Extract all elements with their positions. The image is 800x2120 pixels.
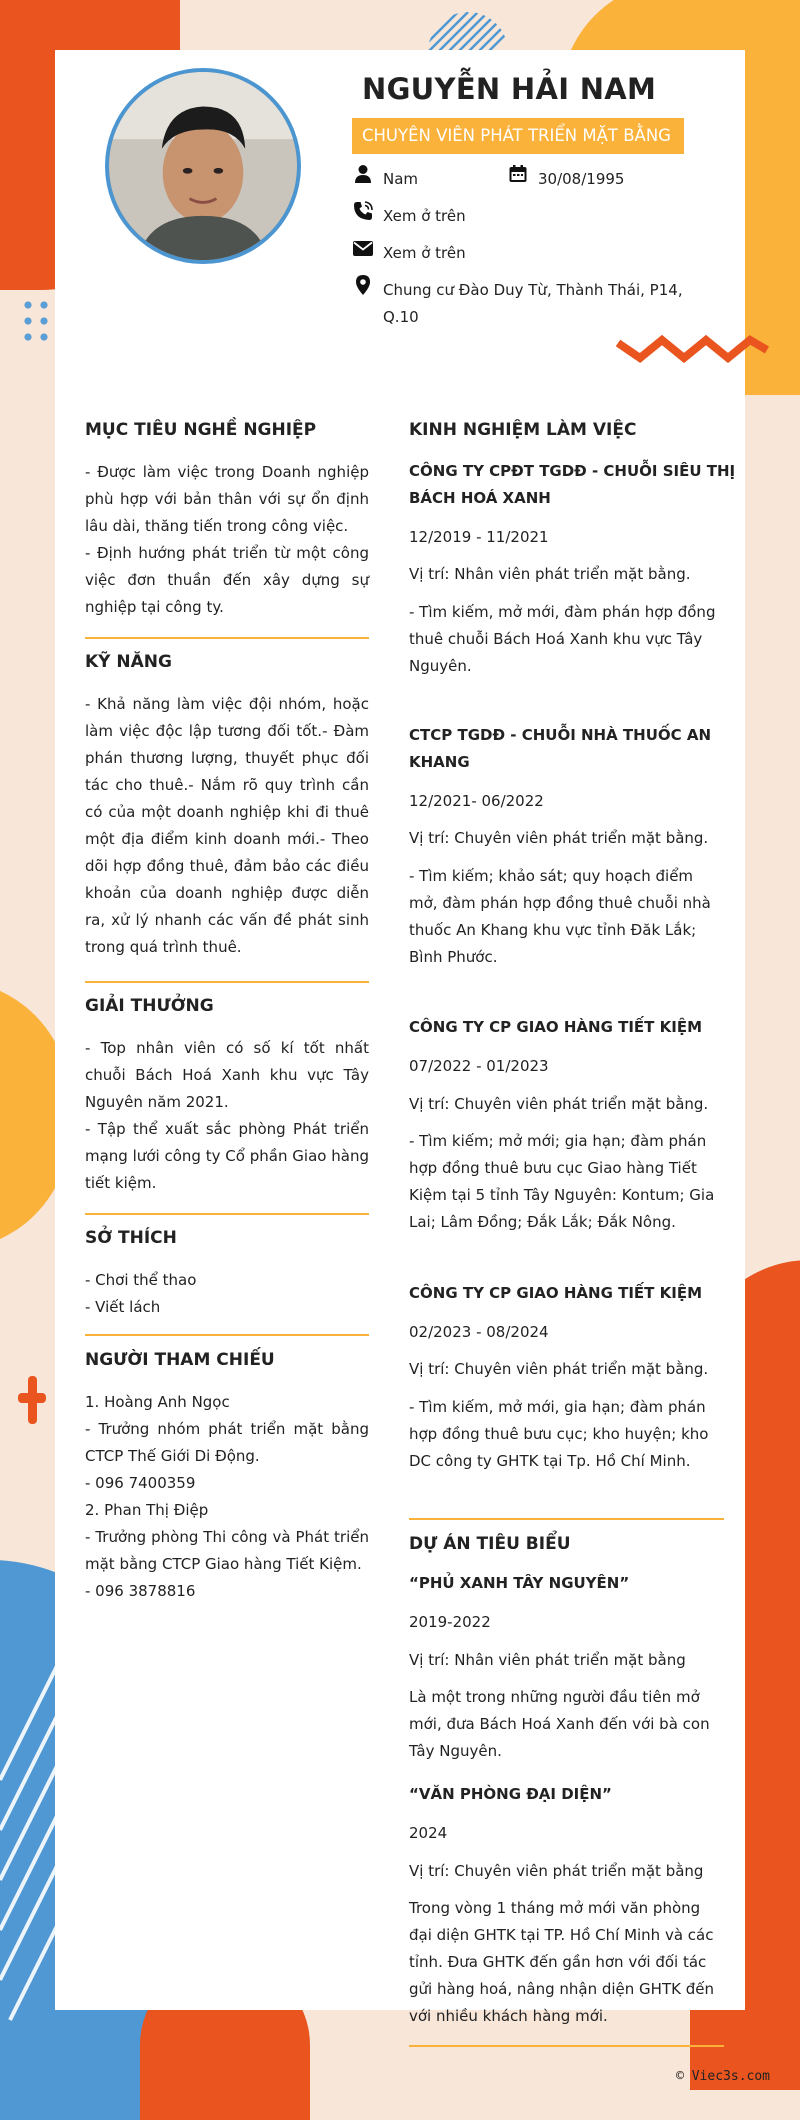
candidate-name: NGUYỄN HẢI NAM [362,72,657,106]
experience-desc: hợp đồng thuê bưu cục Giao hàng Tiết [409,1159,697,1177]
project-position: Vị trí: Chuyên viên phát triển mặt bằng [409,1862,704,1880]
references-title: NGƯỜI THAM CHIẾU [85,1350,275,1370]
experience-desc: thuê chuỗi Bách Hoá Xanh khu vực Tây [409,630,703,648]
experience-position: Vị trí: Nhân viên phát triển mặt bằng. [409,565,691,583]
address-line-2: Q.10 [383,308,419,326]
project-desc: Là một trong những người đầu tiên mở [409,1688,700,1706]
company-name: CÔNG TY CP GIAO HÀNG TIẾT KIỆM [409,1284,703,1302]
awards-title: GIẢI THƯỞNG [85,996,214,1016]
skills-text: - Khả năng làm việc đội nhóm, hoặc làm việc độc lập tương đối tốt.- Đàm phán thương lượng, thuyết phục đối tác cho thuê.- Nắm rõ quy trình cần có của một doanh nghiệp khi đi thuê một địa điểm kinh doanh mới.- Theo dõi hợp đồng thuê, đảm bảo các điều khoản của doanh nghiệp được diễn ra, xử lý nhanh các vấn đề phát sinh trong quá trình thuê. [85,695,369,956]
company-name-cont: KHANG [409,753,470,771]
awards-section [85,996,369,1197]
decor-plus [18,1376,46,1424]
hobbies-title: SỞ THÍCH [85,1228,177,1248]
divider [85,637,369,639]
experience-period: 12/2021- 06/2022 [409,792,544,810]
experience-desc: - Tìm kiếm, mở mới, gia hạn; đàm phán [409,1398,706,1416]
divider [85,981,369,983]
awards-text: - Top nhân viên có số kí tốt nhất chuỗi Bách Hoá Xanh khu vực Tây Nguyên năm 2021. - Tập thể xuất sắc phòng Phát triển mạng lưới công ty Cổ phần Giao hàng tiết kiệm. [85,1039,369,1192]
experience-desc: Nguyên. [409,657,472,675]
experience-title: KINH NGHIỆM LÀM VIỆC [409,420,637,440]
divider [409,1518,724,1520]
project-desc: mới, đưa Bách Hoá Xanh đến với bà con [409,1715,710,1733]
experience-period: 07/2022 - 01/2023 [409,1057,549,1075]
objective-section [85,420,369,621]
phone-row [353,201,633,229]
decor-stripes-top [428,12,508,52]
project-period: 2024 [409,1824,448,1842]
objective-title: MỤC TIÊU NGHỀ NGHIỆP [85,420,317,440]
project-name: “PHỦ XANH TÂY NGUYÊN” [409,1574,630,1592]
experience-position: Vị trí: Chuyên viên phát triển mặt bằng. [409,1360,709,1378]
address-value [383,277,683,331]
email-row [353,238,633,266]
decor-zigzag [615,330,770,366]
experience-period: 02/2023 - 08/2024 [409,1323,549,1341]
project-desc: đại diện GHTK tại TP. Hồ Chí Minh và các [409,1926,714,1944]
projects-title: DỰ ÁN TIÊU BIỂU [409,1534,571,1554]
company-name: CÔNG TY CP GIAO HÀNG TIẾT KIỆM [409,1018,703,1036]
experience-desc: thuốc An Khang khu vực tỉnh Đăk Lắk; [409,921,697,939]
phone-icon [353,201,373,221]
birthdate-row [508,164,688,192]
person-icon [353,164,373,184]
hobbies-text: - Chơi thể thao - Viết lách [85,1271,197,1316]
experience-desc: - Tìm kiếm; khảo sát; quy hoạch điểm [409,867,694,885]
experience-desc: Lai; Lâm Đồng; Đắk Lắk; Đắk Nông. [409,1213,676,1231]
gender-value: Nam [383,170,419,188]
project-period: 2019-2022 [409,1613,491,1631]
experience-desc: - Tìm kiếm, mở mới, đàm phán hợp đồng [409,603,716,621]
watermark: © Viec3s.com [676,2069,770,2084]
project-desc: Tây Nguyên. [409,1742,502,1760]
objective-text: - Được làm việc trong Doanh nghiệp phù hợp với bản thân với sự ổn định lâu dài, thăng tiến trong công việc. - Định hướng phát triển từ một công việc đơn thuần đến xây dựng sự nghiệp tại công ty. [85,463,369,616]
calendar-icon [508,164,528,184]
experience-period: 12/2019 - 11/2021 [409,528,549,546]
address-line-1: Chung cư Đào Duy Từ, Thành Thái, P14, [383,281,683,299]
phone-value: Xem ở trên [383,207,466,225]
project-desc: Trong vòng 1 tháng mở mới văn phòng [409,1899,701,1917]
divider [409,2045,724,2047]
envelope-icon [353,238,373,258]
experience-position: Vị trí: Chuyên viên phát triển mặt bằng. [409,1095,709,1113]
divider [85,1213,369,1215]
experience-position: Vị trí: Chuyên viên phát triển mặt bằng. [409,829,709,847]
company-name: CÔNG TY CPĐT TGDĐ - CHUỖI SIÊU THỊ [409,462,736,480]
divider [85,1334,369,1336]
job-title-badge: CHUYÊN VIÊN PHÁT TRIỂN MẶT BẰNG [352,118,684,154]
skills-title: KỸ NĂNG [85,652,172,672]
experience-desc: mở, đàm phán hợp đồng thuê chuỗi nhà [409,894,711,912]
email-value: Xem ở trên [383,244,466,262]
experience-desc: Kiệm tại 5 tỉnh Tây Nguyên: Kontum; Gia [409,1186,715,1204]
references-text: 1. Hoàng Anh Ngọc - Trưởng nhóm phát triển mặt bằng CTCP Thế Giới Di Động. - 096 7400359 2. Phan Thị Điệp - Trưởng phòng Thi công và Phát triển mặt bằng CTCP Giao hàng Tiết Kiệm. - 096 3878816 [85,1393,369,1600]
location-pin-icon [353,275,373,295]
project-name: “VĂN PHÒNG ĐẠI DIỆN” [409,1785,612,1803]
company-name-cont: BÁCH HOÁ XANH [409,489,551,507]
project-desc: gửi hàng hoá, nâng nhận diện GHTK đến [409,1980,714,1998]
experience-desc: - Tìm kiếm; mở mới; gia hạn; đàm phán [409,1132,707,1150]
experience-desc: Bình Phước. [409,948,498,966]
experience-desc: hợp đồng thuê bưu cục; kho huyện; kho [409,1425,709,1443]
project-desc: tỉnh. Đưa GHTK đến gần hơn với đối tác [409,1953,707,1971]
profile-photo [105,68,301,264]
gender-row [353,164,533,192]
project-desc: với nhiều khách hàng mới. [409,2007,608,2025]
company-name: CTCP TGDĐ - CHUỖI NHÀ THUỐC AN [409,726,712,744]
address-row [353,275,683,331]
experience-desc: DC công ty GHTK tại Tp. Hồ Chí Minh. [409,1452,691,1470]
references-section [85,1350,369,1605]
hobbies-section [85,1228,369,1321]
skills-section [85,652,369,961]
birthdate-value: 30/08/1995 [538,170,625,188]
project-position: Vị trí: Nhân viên phát triển mặt bằng [409,1651,686,1669]
